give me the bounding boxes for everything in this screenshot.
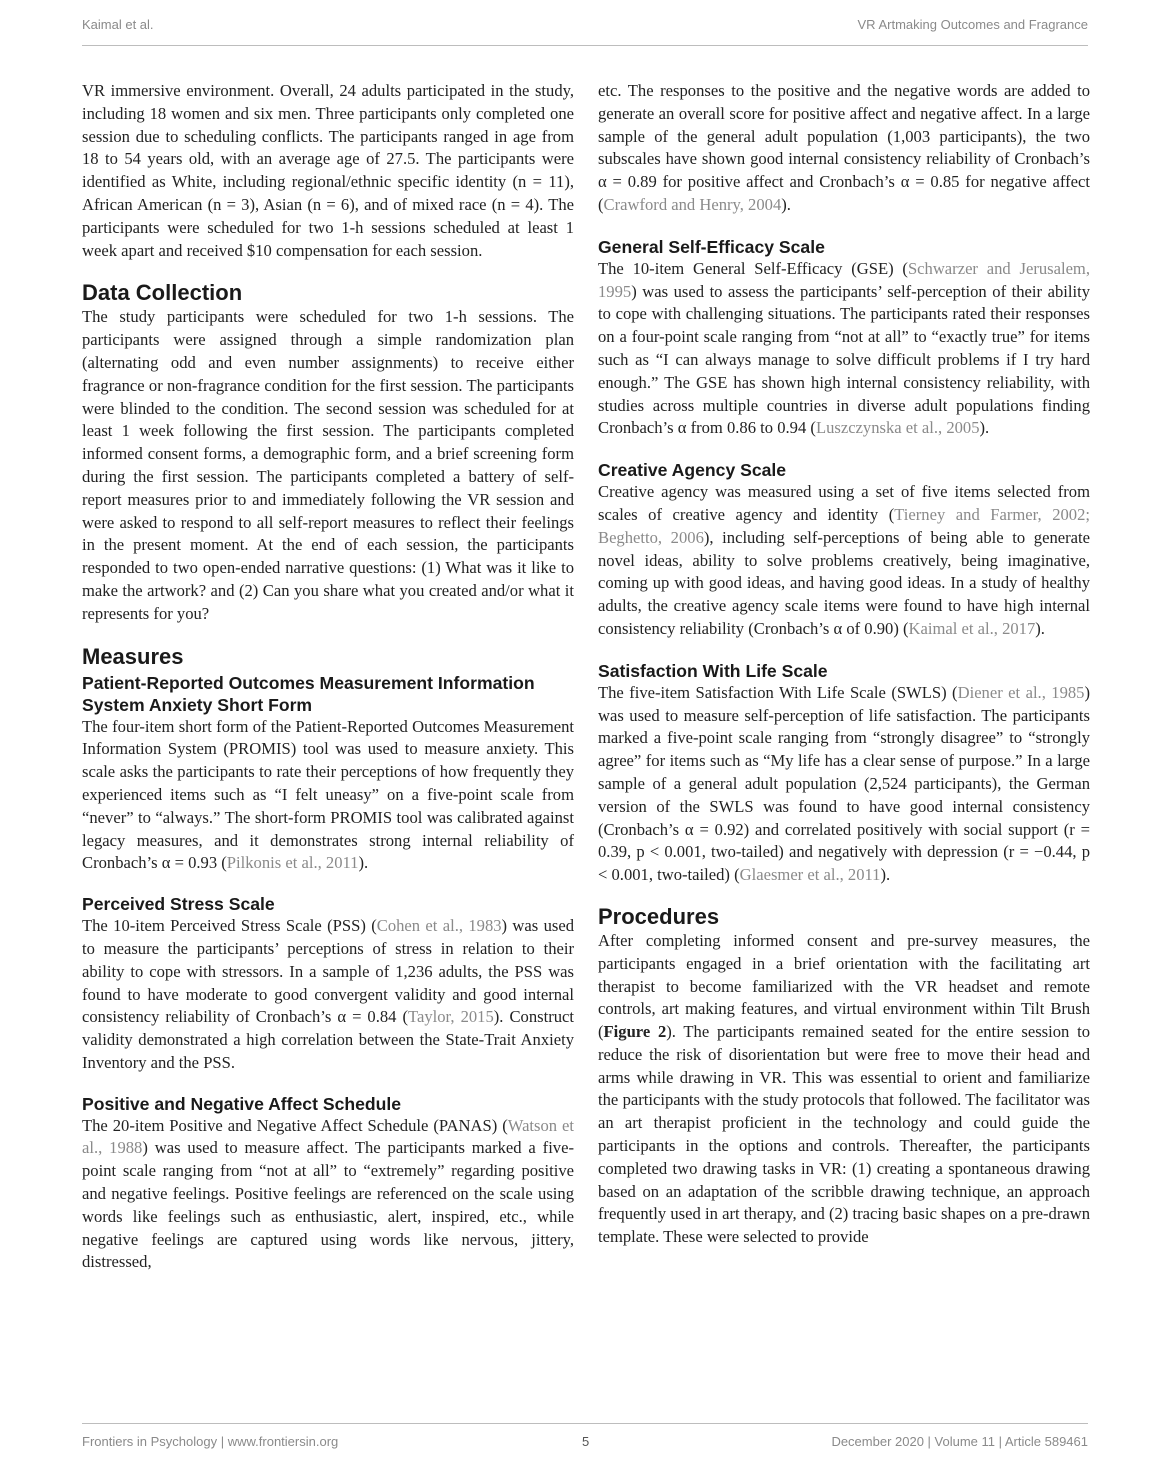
procedures-paragraph: [598, 930, 1090, 1249]
promis-heading: Patient-Reported Outcomes Measurement Information System Anxiety Short Form: [82, 672, 535, 715]
gse-heading: General Self-Efficacy Scale: [598, 236, 825, 257]
footer-issue-info: December 2020 | Volume 11 | Article 589461: [831, 1434, 1088, 1449]
cas-text-b: ), including self-perceptions of being able to generate novel ideas, ability to solve problems creatively, being imaginative, coming up with good ideas, and having good ideas. In a study of healthy adults, the creative agency scale items were found to have high internal consistency reliability (Cronbach’s α of 0.90) (: [598, 527, 1090, 638]
panas-cont-end: ).: [781, 194, 791, 214]
swls-text-b: ) was used to measure self-perception of life satisfaction. The participants marked a five-point scale ranging from “strongly disagree” to “strongly agree” for items such as “My life has a clear sense of purpose.” In a large sample of a general adult population (2,524 participants), the German version of the SWLS was found to have good internal consistency (Cronbach’s α = 0.92) and correlated positively with social support (r = 0.39, p < 0.001, two-tailed) and negatively with depression (r = −0.44, p < 0.001, two-tailed) (: [598, 682, 1090, 885]
gse-text-c: ).: [979, 418, 990, 438]
citation-link[interactable]: Schwarzer and Jerusalem, 1995: [598, 258, 1090, 301]
citation-link[interactable]: Taylor, 2015: [408, 1007, 494, 1027]
panas-cont-text: etc. The responses to the positive and the negative words are added to generate an overall score for positive affect and negative affect. In a large sample of the general adult population (1,003 participants), the two subscales have shown good internal consistency reliability of Cronbach’s α = 0.89 for positive affect and Cronbach’s α = 0.85 for negative affect (: [598, 81, 1090, 214]
pss-text-c: ). Construct validity demonstrated a high correlation between the State-Trait Anxiety Inventory and the PSS.: [82, 1007, 574, 1072]
citation-link[interactable]: Cohen et al., 1983: [376, 916, 502, 936]
promis-end: ).: [358, 853, 369, 873]
cas-text-a: Creative agency was measured using a set of five items selected from scales of creative agency and identity (: [598, 482, 1090, 524]
procedures-heading: Procedures: [598, 903, 720, 929]
creative-agency-heading: Creative Agency Scale: [598, 460, 787, 481]
data-collection-heading: Data Collection: [82, 280, 243, 306]
cas-text-c: ).: [1035, 618, 1045, 638]
panas-paragraph: [82, 1115, 574, 1275]
swls-heading: Satisfaction With Life Scale: [598, 660, 828, 681]
measures-heading: Measures: [82, 643, 184, 669]
citation-link[interactable]: Crawford and Henry, 2004: [603, 194, 782, 214]
page-number: 5: [582, 1434, 590, 1449]
citation-link[interactable]: Tierney and Farmer, 2002; Beghetto, 2006: [598, 504, 1090, 547]
panas-continued-paragraph: [598, 80, 1090, 217]
header-authors: Kaimal et al.: [82, 16, 154, 32]
pss-paragraph: [82, 915, 574, 1075]
procedures-text-a: After completing informed consent and pre-survey measures, the participants engaged in a brief orientation with the facilitating art therapist to become familiarized with the VR headset and remote controls, art making features, and virtual environment within Tilt Brush (: [598, 930, 1090, 1042]
footer-rule: [82, 1423, 1088, 1424]
swls-paragraph: [598, 682, 1090, 887]
promis-text: The four-item short form of the Patient-Reported Outcomes Measurement Information System (PROMIS) tool was used to measure anxiety. This scale asks the participants to rate their perceptions of how frequently they experienced items such as “I felt uneasy” on a five-point scale from “never” to “always.” The short-form PROMIS tool was calibrated against legacy measures, and it demonstrates strong internal reliability of Cronbach’s α = 0.93 (: [82, 716, 574, 873]
citation-link[interactable]: Pilkonis et al., 2011: [226, 853, 359, 873]
procedures-text-b: ). The participants remained seated for the entire session to reduce the risk of disorientation but were free to move their head and arms while drawing in VR. This was essential to orient and familiarize the participants with the study protocols that followed. The facilitator was an art therapist proficient in the technology and could guide the participants in the options and controls. Thereafter, the participants completed two drawing tasks in VR: (1) creating a spontaneous drawing based on an adaptation of the scribble drawing technique, an approach frequently used in art therapy, and (2) tracing basic shapes on a pre-drawn template. These were selected to provide: [598, 1022, 1090, 1247]
gse-paragraph: [598, 258, 1090, 440]
panas-text-b: ) was used to measure affect. The participants marked a five-point scale ranging from “not at all” to “extremely” regarding positive and negative feelings. Positive feelings are referenced on the scale using words like feelings such as enthusiastic, alert, inspired, etc., while negative feelings are captured using words like nervous, jittery, distressed,: [82, 1138, 574, 1272]
promis-paragraph: [82, 716, 574, 876]
right-column: [598, 80, 1090, 1249]
pss-text-a: The 10-item Perceived Stress Scale (PSS) (: [82, 916, 377, 936]
header-rule: [82, 45, 1088, 46]
swls-text-a: The five-item Satisfaction With Life Scale (SWLS) (: [598, 682, 958, 702]
page-footer: [82, 1434, 1088, 1452]
footer-journal: Frontiers in Psychology | www.frontiersin.org: [82, 1434, 339, 1449]
pss-heading: Perceived Stress Scale: [82, 894, 275, 915]
pss-text-b: ) was used to measure the participants’ perceptions of stress in relation to their ability to cope with stressors. In a sample of 1,236 adults, the PSS was found to have moderate to good convergent validity and good internal consistency reliability of Cronbach’s α = 0.84 (: [82, 916, 574, 1027]
gse-text-a: The 10-item General Self-Efficacy (GSE) (: [598, 258, 908, 278]
citation-link[interactable]: Glaesmer et al., 2011: [739, 865, 881, 885]
panas-heading: Positive and Negative Affect Schedule: [82, 1093, 402, 1114]
citation-link[interactable]: Diener et al., 1985: [957, 682, 1085, 702]
creative-agency-paragraph: [598, 481, 1090, 641]
header-short-title: VR Artmaking Outcomes and Fragrance: [857, 16, 1088, 32]
running-header: [82, 14, 1088, 34]
left-column: [82, 80, 574, 1274]
gse-text-b: ) was used to assess the participants’ self-perception of their ability to cope with challenging situations. The participants rated their responses on a four-point scale ranging from “not at all” to “exactly true” for items such as “I can always manage to solve difficult problems if I try hard enough.” The GSE has shown high internal consistency reliability, with studies across multiple countries in diverse adult populations finding Cronbach’s α from 0.86 to 0.94 (: [598, 281, 1090, 438]
panas-text-a: The 20-item Positive and Negative Affect Schedule (PANAS) (: [82, 1115, 508, 1135]
figure-reference[interactable]: Figure 2: [603, 1022, 667, 1042]
citation-link[interactable]: Watson et al., 1988: [82, 1115, 575, 1158]
swls-text-c: ).: [880, 865, 891, 885]
citation-link[interactable]: Kaimal et al., 2017: [908, 618, 1036, 638]
participants-paragraph: VR immersive environment. Overall, 24 adults participated in the study, including 18 women and six men. Three participants only completed one session due to scheduling conflicts. The participants ranged in age from 18 to 54 years old, with an average age of 27.5. The participants were identified as White, including regional/ethnic specific identity (n = 11), African American (n = 3), Asian (n = 6), and of mixed race (n = 4). The participants were scheduled for two 1-h sessions scheduled at least 1 week apart and received $10 compensation for each session.: [82, 81, 574, 260]
data-collection-paragraph: The study participants were scheduled for two 1-h sessions. The participants were assigned through a simple randomization plan (alternating odd and even number assignments) to receive either fragrance or non-fragrance condition for the first session. The participants were blinded to the condition. The second session was scheduled for at least 1 week following the first session. The participants completed informed consent forms, a demographic form, and a brief screening form during the first session. The participants completed a battery of self-report measures prior to and immediately following the VR session and were asked to respond to all self-report measures to reflect their feelings in the present moment. At the end of each session, the participants responded to two open-ended narrative questions: (1) What was it like to make the artwork? and (2) Can you share what you created and/or what it represents for you?: [82, 307, 574, 623]
citation-link[interactable]: Luszczynska et al., 2005: [815, 418, 980, 438]
